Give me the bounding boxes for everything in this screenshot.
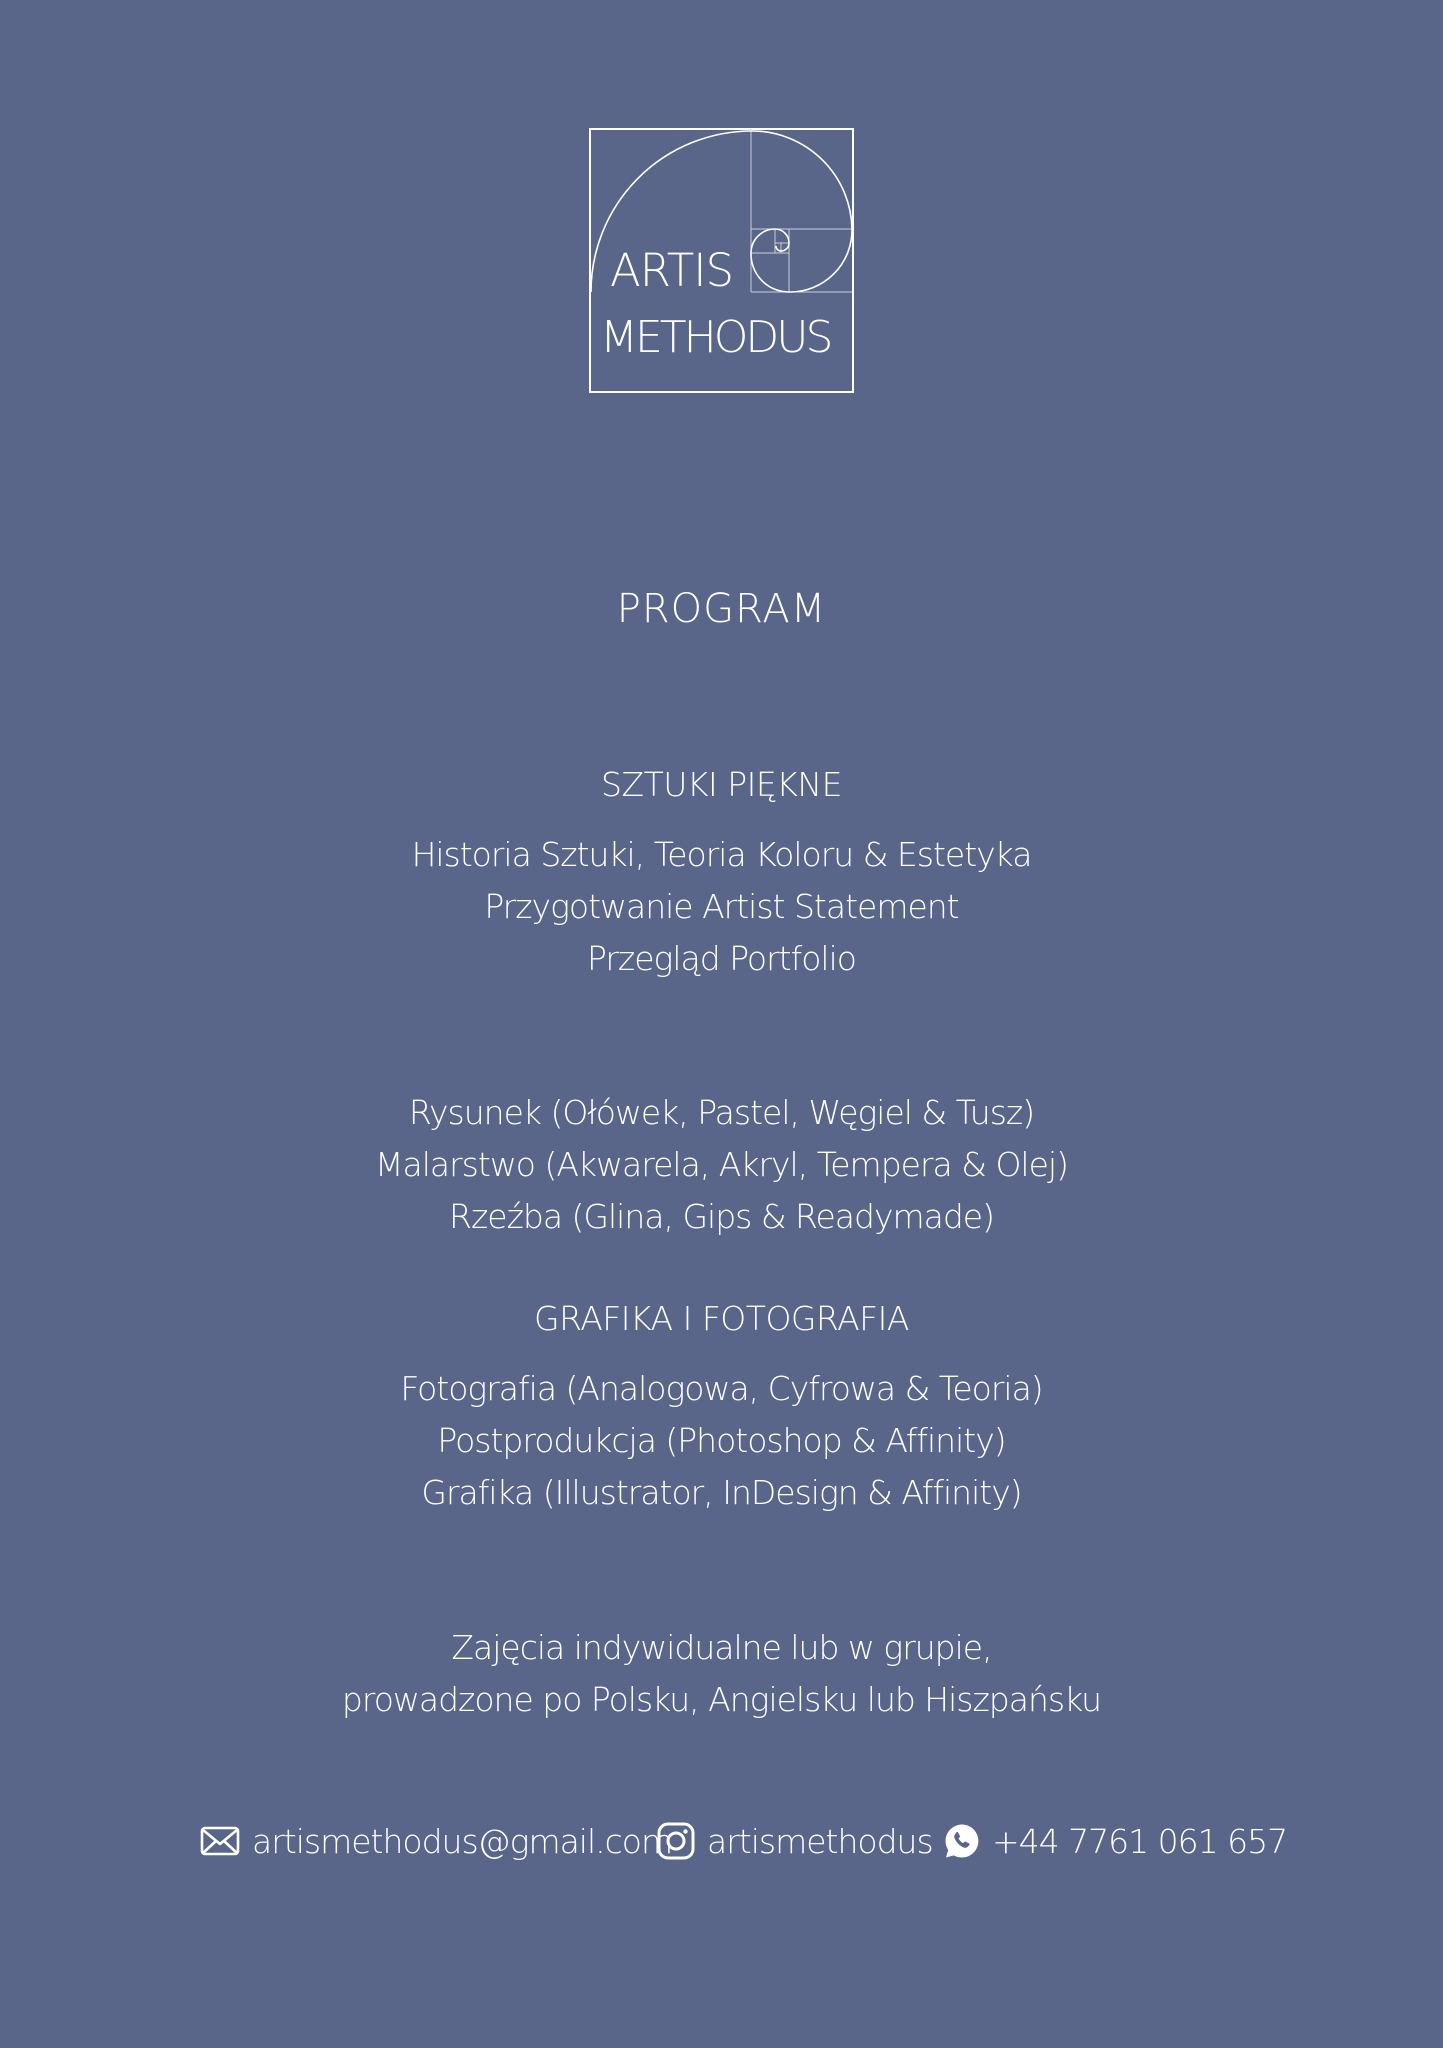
list-item: Rzeźba (Glina, Gips & Readymade): [449, 1197, 994, 1236]
fine-arts-list: [0, 829, 1443, 985]
list-item: Malarstwo (Akwarela, Akryl, Tempera & Olej): [375, 1145, 1068, 1184]
section-heading-graphics: GRAFIKA I FOTOGRAFIA: [534, 1299, 909, 1338]
contact-phone-text: +44 7761 061 657: [992, 1821, 1288, 1861]
list-item: Historia Sztuki, Teoria Koloru & Estetyka: [411, 835, 1032, 874]
contact-instagram-text: artismethodus: [707, 1821, 933, 1861]
list-item: Postprodukcja (Photoshop & Affinity): [437, 1421, 1006, 1460]
graphics-list: [0, 1363, 1443, 1519]
note-line-1: Zajęcia indywidualne lub w grupie,: [451, 1628, 992, 1667]
list-item: Przegląd Portfolio: [587, 939, 856, 978]
list-item: Rysunek (Ołówek, Pastel, Węgiel & Tusz): [408, 1093, 1035, 1132]
instagram-icon: [657, 1822, 695, 1860]
list-item: Przygotwanie Artist Statement: [484, 887, 959, 926]
contact-phone-link[interactable]: [944, 1815, 1287, 1867]
whatsapp-icon: [944, 1823, 980, 1859]
section-heading-fine-arts: SZTUKI PIĘKNE: [601, 765, 842, 804]
page-title: PROGRAM: [616, 586, 827, 632]
list-item: Fotografia (Analogowa, Cyfrowa & Teoria): [400, 1369, 1043, 1408]
studio-list: [0, 1087, 1443, 1243]
contact-email-link[interactable]: [200, 1815, 672, 1867]
envelope-icon: [200, 1825, 240, 1857]
classes-note: [0, 1622, 1443, 1726]
contact-email-text: artismethodus@gmail.com: [252, 1821, 673, 1861]
note-line-2: prowadzone po Polsku, Angielsku lub Hiszpańsku: [341, 1680, 1102, 1719]
contact-instagram-link[interactable]: [657, 1815, 933, 1867]
logo: [589, 128, 854, 393]
logo-text-line-2: METHODUS: [600, 312, 831, 363]
logo-text-line-1: ARTIS: [610, 244, 734, 297]
contact-bar: [0, 1815, 1443, 1867]
list-item: Grafika (Illustrator, InDesign & Affinity): [421, 1473, 1022, 1512]
